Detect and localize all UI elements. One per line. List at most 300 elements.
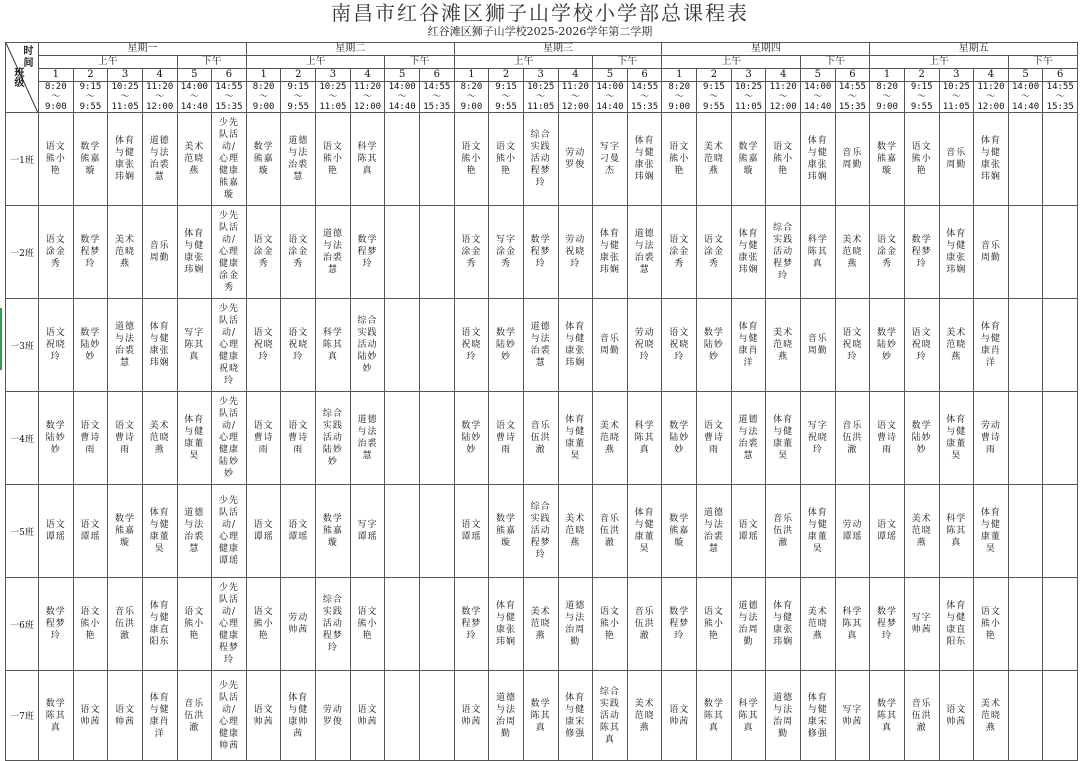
lesson-text: 少先队活动/心理健康程梦玲: [218, 583, 239, 665]
period-time-line: 9:00: [876, 102, 898, 112]
lesson-cell[interactable]: [593, 113, 628, 206]
lesson-cell[interactable]: [835, 485, 870, 578]
lesson-cell[interactable]: [558, 671, 593, 761]
lesson-cell[interactable]: [39, 113, 74, 206]
lesson-cell[interactable]: [835, 578, 870, 671]
period-number: 3: [523, 69, 558, 82]
lesson-cell[interactable]: [523, 578, 558, 671]
lesson-text: 数学程梦玲: [461, 607, 482, 641]
lesson-cell[interactable]: [39, 392, 74, 485]
lesson-cell[interactable]: [142, 485, 177, 578]
lesson-cell[interactable]: [1008, 299, 1043, 392]
lesson-cell[interactable]: [281, 206, 316, 299]
period-time-line: 12:00: [769, 102, 797, 112]
lesson-text: 美术范晓燕: [530, 607, 551, 641]
lesson-cell[interactable]: [454, 392, 489, 485]
lesson-cell[interactable]: [662, 113, 697, 206]
lesson-cell[interactable]: [870, 578, 905, 671]
period-time: [662, 82, 697, 113]
lesson-text: 写字祝晓玲: [807, 421, 828, 455]
lesson-cell[interactable]: [731, 671, 766, 761]
lesson-cell[interactable]: [385, 113, 420, 206]
lesson-text: 语文涂金秀: [45, 235, 66, 269]
lesson-cell[interactable]: [39, 206, 74, 299]
lesson-text: 体育与健康帅茜: [288, 692, 309, 739]
lesson-cell[interactable]: [1008, 206, 1043, 299]
lesson-cell[interactable]: [904, 299, 939, 392]
lesson-cell[interactable]: [489, 392, 524, 485]
lesson-cell[interactable]: [939, 578, 974, 671]
period-time-line: 11:20: [977, 82, 1005, 92]
lesson-cell[interactable]: [1008, 392, 1043, 485]
period-time-line: 14:00: [596, 82, 624, 92]
lesson-cell[interactable]: [281, 671, 316, 761]
lesson-cell[interactable]: [1043, 206, 1078, 299]
lesson-cell[interactable]: [212, 113, 247, 206]
lesson-cell[interactable]: [419, 485, 454, 578]
period-number: 3: [939, 69, 974, 82]
lesson-cell[interactable]: [697, 485, 732, 578]
lesson-cell[interactable]: [281, 392, 316, 485]
lesson-cell[interactable]: [904, 392, 939, 485]
lesson-cell[interactable]: [523, 392, 558, 485]
lesson-cell[interactable]: [662, 206, 697, 299]
lesson-cell[interactable]: [281, 485, 316, 578]
lesson-cell[interactable]: [697, 671, 732, 761]
period-time: [800, 82, 835, 113]
lesson-cell[interactable]: [523, 206, 558, 299]
lesson-cell[interactable]: [939, 113, 974, 206]
lesson-cell[interactable]: [939, 392, 974, 485]
lesson-cell[interactable]: [246, 206, 281, 299]
lesson-cell[interactable]: [835, 671, 870, 761]
lesson-cell[interactable]: [246, 392, 281, 485]
lesson-cell[interactable]: [662, 392, 697, 485]
lesson-cell[interactable]: [974, 671, 1009, 761]
lesson-cell[interactable]: [316, 671, 351, 761]
lesson-cell[interactable]: [558, 299, 593, 392]
lesson-text: 综合实践活动程梦玲: [530, 130, 551, 188]
lesson-cell[interactable]: [385, 299, 420, 392]
period-time: [212, 82, 247, 113]
lesson-cell[interactable]: [385, 671, 420, 761]
lesson-cell[interactable]: [454, 206, 489, 299]
afternoon-header: 下午: [1008, 56, 1077, 69]
lesson-cell[interactable]: [627, 113, 662, 206]
lesson-cell[interactable]: [281, 113, 316, 206]
period-number: 2: [281, 69, 316, 82]
lesson-cell[interactable]: [870, 485, 905, 578]
lesson-cell[interactable]: [316, 578, 351, 671]
lesson-cell[interactable]: [523, 485, 558, 578]
lesson-cell[interactable]: [350, 206, 385, 299]
lesson-cell[interactable]: [142, 299, 177, 392]
lesson-cell[interactable]: [870, 113, 905, 206]
lesson-text: 少先队活动/心理健康谭瑶: [218, 496, 239, 566]
lesson-cell[interactable]: [662, 485, 697, 578]
lesson-cell[interactable]: [697, 206, 732, 299]
lesson-cell[interactable]: [835, 392, 870, 485]
lesson-cell[interactable]: [177, 485, 212, 578]
lesson-cell[interactable]: [281, 578, 316, 671]
lesson-text: 数学陆妙妙: [80, 328, 101, 362]
lesson-cell[interactable]: [454, 671, 489, 761]
lesson-cell[interactable]: [177, 392, 212, 485]
lesson-cell[interactable]: [662, 578, 697, 671]
lesson-cell[interactable]: [316, 206, 351, 299]
lesson-cell[interactable]: [177, 299, 212, 392]
page-title: 南昌市红谷滩区狮子山学校小学部总课程表: [331, 1, 749, 25]
lesson-text: 数学陈其真: [877, 698, 898, 733]
period-number: 4: [142, 69, 177, 82]
lesson-cell[interactable]: [1043, 485, 1078, 578]
lesson-text: 体育与健康董昊: [565, 415, 586, 461]
lesson-cell[interactable]: [1043, 671, 1078, 761]
lesson-cell[interactable]: [108, 113, 143, 206]
afternoon-header: 下午: [593, 56, 662, 69]
lesson-cell[interactable]: [246, 671, 281, 761]
lesson-cell[interactable]: [350, 578, 385, 671]
lesson-cell[interactable]: [142, 671, 177, 761]
lesson-cell[interactable]: [939, 671, 974, 761]
lesson-cell[interactable]: [212, 206, 247, 299]
lesson-cell[interactable]: [593, 299, 628, 392]
period-time-line: 15:35: [838, 102, 866, 112]
period-number: 6: [212, 69, 247, 82]
lesson-cell[interactable]: [419, 392, 454, 485]
period-time-line: 14:40: [804, 102, 832, 112]
lesson-cell[interactable]: [627, 485, 662, 578]
lesson-cell[interactable]: [558, 206, 593, 299]
lesson-cell[interactable]: [731, 578, 766, 671]
lesson-cell[interactable]: [870, 299, 905, 392]
lesson-cell[interactable]: [904, 578, 939, 671]
lesson-cell[interactable]: [558, 485, 593, 578]
lesson-cell[interactable]: [177, 578, 212, 671]
lesson-cell[interactable]: [212, 299, 247, 392]
lesson-text: 数学陆妙妙: [496, 328, 517, 362]
lesson-cell[interactable]: [870, 671, 905, 761]
lesson-cell[interactable]: [316, 299, 351, 392]
lesson-cell[interactable]: [1008, 671, 1043, 761]
lesson-cell[interactable]: [904, 671, 939, 761]
lesson-cell[interactable]: [939, 206, 974, 299]
lesson-cell[interactable]: [939, 485, 974, 578]
lesson-cell[interactable]: [766, 299, 801, 392]
lesson-cell[interactable]: [385, 392, 420, 485]
period-time-line: 10:25: [319, 82, 347, 92]
period-number: 5: [177, 69, 212, 82]
lesson-cell[interactable]: [108, 206, 143, 299]
lesson-cell[interactable]: [350, 392, 385, 485]
lesson-cell[interactable]: [350, 671, 385, 761]
lesson-text: 科学陈其真: [357, 142, 378, 176]
class-row: [6, 392, 1078, 485]
lesson-cell[interactable]: [697, 392, 732, 485]
period-time: [939, 82, 974, 113]
period-time-line: ～: [640, 92, 650, 102]
lesson-cell[interactable]: [39, 485, 74, 578]
lesson-cell[interactable]: [419, 578, 454, 671]
lesson-cell[interactable]: [904, 113, 939, 206]
lesson-cell[interactable]: [523, 671, 558, 761]
lesson-cell[interactable]: [627, 392, 662, 485]
lesson-cell[interactable]: [1043, 113, 1078, 206]
period-time: [870, 82, 905, 113]
period-time-line: 9:00: [44, 102, 67, 112]
lesson-cell[interactable]: [731, 485, 766, 578]
lesson-cell[interactable]: [177, 206, 212, 299]
period-number: 4: [350, 69, 385, 82]
lesson-cell[interactable]: [697, 299, 732, 392]
lesson-cell[interactable]: [800, 671, 835, 761]
lesson-text: 语文帅茜: [115, 704, 136, 727]
lesson-cell[interactable]: [281, 299, 316, 392]
lesson-text: 音乐伍洪澈: [634, 607, 655, 641]
period-time-line: ～: [432, 92, 442, 102]
lesson-cell[interactable]: [1008, 578, 1043, 671]
lesson-text: 美术范晓燕: [946, 328, 967, 362]
lesson-cell[interactable]: [316, 113, 351, 206]
lesson-cell[interactable]: [593, 206, 628, 299]
lesson-cell[interactable]: [558, 392, 593, 485]
lesson-cell[interactable]: [1008, 485, 1043, 578]
period-time-line: 14:00: [388, 82, 416, 92]
lesson-cell[interactable]: [177, 671, 212, 761]
lesson-text: 写字涂金秀: [496, 235, 517, 269]
lesson-cell[interactable]: [870, 206, 905, 299]
period-time-line: ～: [778, 92, 788, 102]
lesson-cell[interactable]: [108, 671, 143, 761]
lesson-cell[interactable]: [108, 392, 143, 485]
period-number: 6: [835, 69, 870, 82]
lesson-text: 数学陆妙妙: [669, 421, 690, 455]
lesson-cell[interactable]: [142, 206, 177, 299]
lesson-text: 道德与法治周勤: [738, 601, 759, 647]
lesson-text: 道德与法治周勤: [496, 692, 517, 739]
lesson-cell[interactable]: [142, 113, 177, 206]
lesson-text: 体育与健康张玮娴: [565, 322, 586, 368]
lesson-cell[interactable]: [489, 578, 524, 671]
lesson-cell[interactable]: [212, 578, 247, 671]
lesson-cell[interactable]: [766, 113, 801, 206]
lesson-cell[interactable]: [904, 206, 939, 299]
lesson-cell[interactable]: [385, 578, 420, 671]
lesson-cell[interactable]: [454, 299, 489, 392]
lesson-cell[interactable]: [627, 671, 662, 761]
lesson-cell[interactable]: [731, 113, 766, 206]
lesson-text: 数学程梦玲: [357, 235, 378, 269]
lesson-text: 语文谭瑶: [877, 520, 898, 542]
lesson-cell[interactable]: [385, 206, 420, 299]
lesson-text: 道德与法治裘慧: [184, 508, 205, 554]
lesson-cell[interactable]: [419, 113, 454, 206]
lesson-cell[interactable]: [108, 299, 143, 392]
lesson-cell[interactable]: [593, 671, 628, 761]
lesson-text: 语文谭瑶: [80, 520, 101, 542]
period-time-line: 14:55: [631, 82, 659, 92]
lesson-cell[interactable]: [1043, 299, 1078, 392]
lesson-cell[interactable]: [419, 206, 454, 299]
lesson-cell[interactable]: [489, 671, 524, 761]
lesson-cell[interactable]: [316, 485, 351, 578]
lesson-text: 体育与健康董昊: [149, 508, 170, 554]
lesson-cell[interactable]: [523, 113, 558, 206]
lesson-cell[interactable]: [766, 392, 801, 485]
lesson-cell[interactable]: [731, 299, 766, 392]
lesson-cell[interactable]: [73, 113, 108, 206]
lesson-cell[interactable]: [766, 578, 801, 671]
lesson-cell[interactable]: [73, 671, 108, 761]
lesson-cell[interactable]: [73, 392, 108, 485]
lesson-cell[interactable]: [419, 299, 454, 392]
period-number: 1: [39, 69, 74, 82]
lesson-cell[interactable]: [73, 485, 108, 578]
lesson-cell[interactable]: [593, 578, 628, 671]
afternoon-header: 下午: [385, 56, 454, 69]
lesson-cell[interactable]: [246, 578, 281, 671]
lesson-cell[interactable]: [627, 578, 662, 671]
morning-header: 上午: [454, 56, 593, 69]
period-number: 2: [904, 69, 939, 82]
lesson-cell[interactable]: [974, 485, 1009, 578]
lesson-cell[interactable]: [454, 485, 489, 578]
lesson-cell[interactable]: [108, 485, 143, 578]
period-time-line: 11:20: [146, 82, 174, 92]
lesson-cell[interactable]: [731, 206, 766, 299]
lesson-cell[interactable]: [662, 671, 697, 761]
lesson-cell[interactable]: [800, 113, 835, 206]
period-time-line: ～: [847, 92, 857, 102]
lesson-cell[interactable]: [523, 299, 558, 392]
lesson-text: 语文谭瑶: [288, 520, 309, 542]
lesson-cell[interactable]: [316, 392, 351, 485]
lesson-cell[interactable]: [454, 113, 489, 206]
lesson-cell[interactable]: [904, 485, 939, 578]
lesson-text: 道德与法治裘慧: [530, 322, 551, 368]
lesson-cell[interactable]: [142, 392, 177, 485]
lesson-text: 音乐伍洪澈: [773, 514, 794, 548]
lesson-text: 美术范晓燕: [634, 698, 655, 733]
lesson-cell[interactable]: [212, 671, 247, 761]
lesson-cell[interactable]: [939, 299, 974, 392]
lesson-cell[interactable]: [39, 578, 74, 671]
lesson-text: 语文涂金秀: [877, 235, 898, 269]
lesson-cell[interactable]: [489, 113, 524, 206]
lesson-cell[interactable]: [142, 578, 177, 671]
lesson-cell[interactable]: [39, 671, 74, 761]
lesson-cell[interactable]: [489, 485, 524, 578]
lesson-cell[interactable]: [246, 299, 281, 392]
lesson-cell[interactable]: [350, 485, 385, 578]
lesson-cell[interactable]: [419, 671, 454, 761]
lesson-cell[interactable]: [835, 206, 870, 299]
lesson-text: 语文熊小艳: [357, 607, 378, 641]
lesson-text: 数学程梦玲: [45, 607, 66, 641]
lesson-cell[interactable]: [73, 578, 108, 671]
lesson-cell[interactable]: [593, 485, 628, 578]
lesson-text: 语文曹诗雨: [253, 421, 274, 455]
lesson-cell[interactable]: [662, 299, 697, 392]
lesson-text: 数学陈其真: [530, 698, 551, 733]
lesson-cell[interactable]: [800, 578, 835, 671]
lesson-cell[interactable]: [177, 113, 212, 206]
lesson-cell[interactable]: [489, 206, 524, 299]
day-header: 星期一: [39, 43, 247, 56]
lesson-text: 写字刁曼杰: [599, 142, 620, 176]
lesson-cell[interactable]: [73, 299, 108, 392]
lesson-cell[interactable]: [246, 485, 281, 578]
lesson-cell[interactable]: [454, 578, 489, 671]
lesson-cell[interactable]: [800, 485, 835, 578]
period-time-line: ～: [85, 92, 95, 102]
period-time-line: 12:00: [561, 102, 589, 112]
lesson-cell[interactable]: [39, 299, 74, 392]
lesson-cell[interactable]: [731, 392, 766, 485]
lesson-cell[interactable]: [558, 578, 593, 671]
lesson-cell[interactable]: [1008, 113, 1043, 206]
lesson-cell[interactable]: [212, 485, 247, 578]
period-time-line: 14:00: [180, 82, 208, 92]
period-time-line: ～: [570, 92, 580, 102]
period-time: [39, 82, 74, 113]
class-name: 一7班: [6, 671, 39, 761]
period-time-line: 11:05: [734, 102, 763, 112]
lesson-text: 语文曹诗雨: [703, 421, 724, 455]
lesson-cell[interactable]: [974, 578, 1009, 671]
lesson-cell[interactable]: [350, 299, 385, 392]
lesson-cell[interactable]: [627, 299, 662, 392]
period-number: 1: [454, 69, 489, 82]
period-time-line: 8:20: [252, 82, 275, 92]
period-time-line: 8:20: [876, 82, 898, 92]
lesson-cell[interactable]: [766, 671, 801, 761]
lesson-cell[interactable]: [558, 113, 593, 206]
lesson-cell[interactable]: [974, 113, 1009, 206]
period-number: 2: [73, 69, 108, 82]
lesson-cell[interactable]: [1043, 578, 1078, 671]
lesson-cell[interactable]: [350, 113, 385, 206]
lesson-cell[interactable]: [593, 392, 628, 485]
lesson-cell[interactable]: [108, 578, 143, 671]
lesson-cell[interactable]: [385, 485, 420, 578]
lesson-cell[interactable]: [974, 206, 1009, 299]
lesson-cell[interactable]: [1043, 392, 1078, 485]
period-time: [835, 82, 870, 113]
lesson-cell[interactable]: [766, 485, 801, 578]
lesson-text: 语文熊小艳: [322, 142, 343, 176]
lesson-cell[interactable]: [835, 299, 870, 392]
lesson-cell[interactable]: [870, 392, 905, 485]
lesson-cell[interactable]: [974, 299, 1009, 392]
lesson-cell[interactable]: [246, 113, 281, 206]
lesson-cell[interactable]: [800, 206, 835, 299]
lesson-cell[interactable]: [489, 299, 524, 392]
lesson-text: 科学陈其真: [946, 514, 967, 548]
lesson-cell[interactable]: [212, 392, 247, 485]
lesson-cell[interactable]: [800, 299, 835, 392]
lesson-cell[interactable]: [697, 113, 732, 206]
lesson-text: 语文熊小艳: [496, 142, 517, 176]
lesson-cell[interactable]: [627, 206, 662, 299]
period-time-line: ～: [709, 92, 719, 102]
lesson-cell[interactable]: [766, 206, 801, 299]
lesson-cell[interactable]: [697, 578, 732, 671]
lesson-cell[interactable]: [73, 206, 108, 299]
lesson-cell[interactable]: [835, 113, 870, 206]
lesson-cell[interactable]: [974, 392, 1009, 485]
lesson-cell[interactable]: [800, 392, 835, 485]
